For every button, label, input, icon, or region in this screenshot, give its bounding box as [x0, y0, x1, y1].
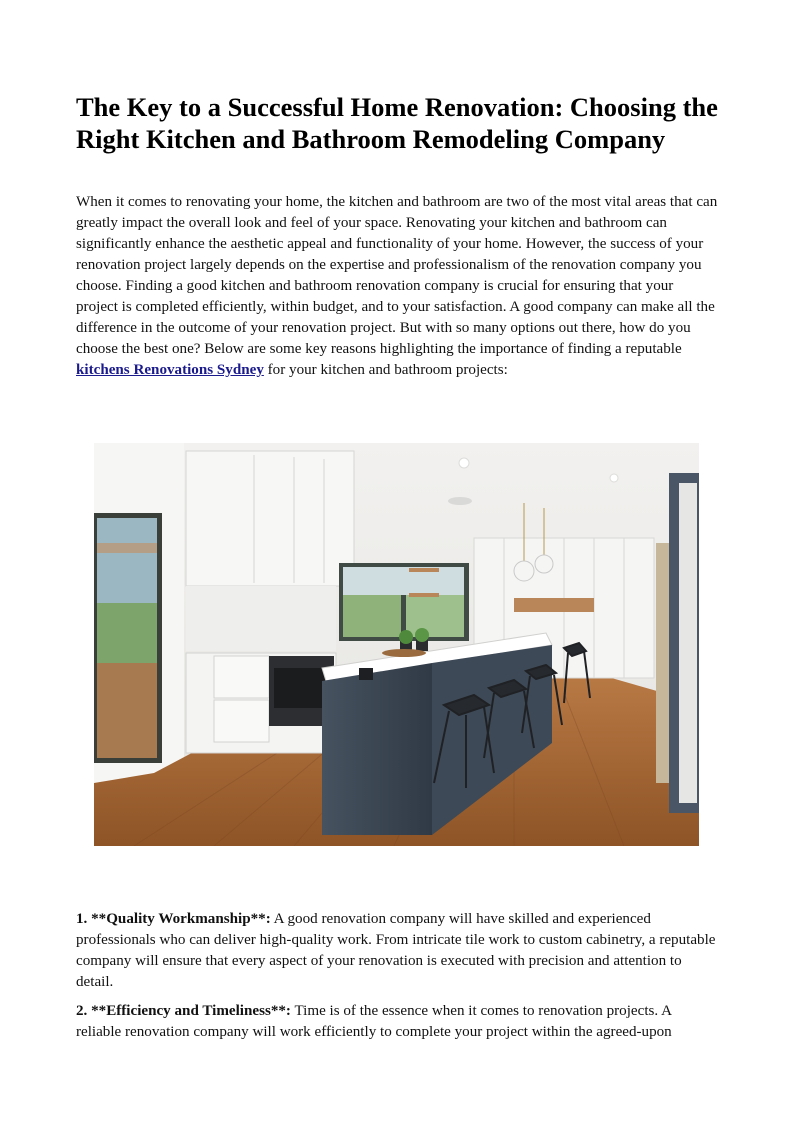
kitchen-photo: [94, 443, 699, 846]
kitchens-renovations-sydney-link[interactable]: kitchens Renovations Sydney: [76, 362, 264, 378]
item-text: Time is of the essence when it comes to renovation projects. A reliable renovation company will work efficiently to complete your project within the agreed-upon: [76, 1003, 672, 1040]
intro-text-after-link: for your kitchen and bathroom projects:: [263, 362, 508, 378]
item-heading: 1. **Quality Workmanship**:: [76, 911, 271, 927]
intro-paragraph: [76, 192, 718, 381]
key-reasons-list: [76, 909, 718, 1051]
list-item: [76, 1001, 718, 1043]
item-heading: 2. **Efficiency and Timeliness**:: [76, 1003, 291, 1019]
item-text: A good renovation company will have skilled and experienced professionals who can deliver high-quality work. From intricate tile work to custom cabinetry, a reputable company will ensure that every aspect of your renovation is executed with precision and attention to detail.: [76, 911, 716, 990]
article-title: The Key to a Successful Home Renovation: Choosing the Right Kitchen and Bathroom Remodeling Company: [76, 92, 718, 154]
list-item: [76, 909, 718, 993]
intro-text-before-link: When it comes to renovating your home, the kitchen and bathroom are two of the most vital areas that can greatly impact the overall look and feel of your space. Renovating your kitchen and bathroom can significantly enhance the aesthetic appeal and functionality of your home. However, the success of your renovation project largely depends on the expertise and professionalism of the renovation company you choose. Finding a good kitchen and bathroom renovation company is crucial for ensuring that your project is completed efficiently, within budget, and to your satisfaction. A good company can make all the difference in the outcome of your renovation project. But with so many options out there, how do you choose the best one? Below are some key reasons highlighting the importance of finding a reputable: [76, 194, 718, 357]
